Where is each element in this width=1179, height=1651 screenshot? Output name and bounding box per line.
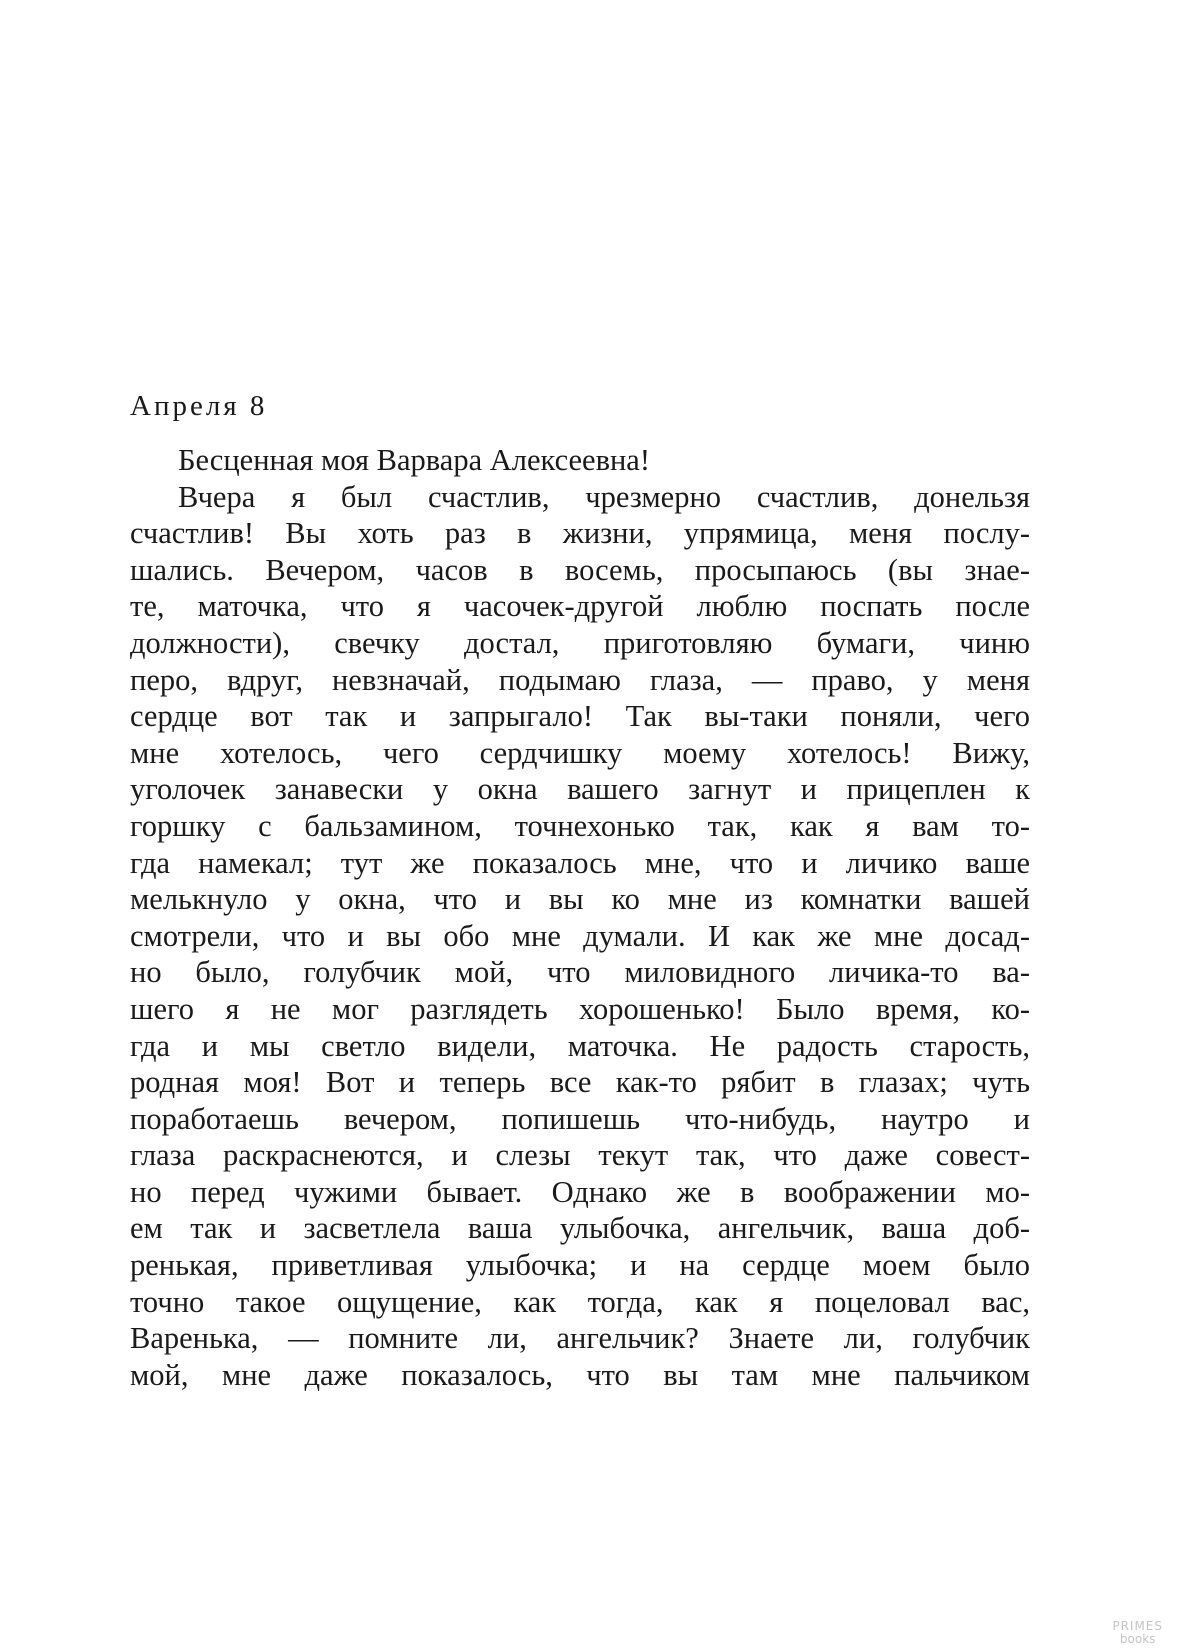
text-line: гда намекал; тут же показалось мне, что и личико ваше <box>130 845 1030 880</box>
text-line: Вчера я был счастлив, чрезмерно счастлив, донельзя <box>178 479 1030 514</box>
text-line: мне хотелось, чего сердчишку моему хотелось! Вижу, <box>130 735 1030 770</box>
watermark-primes-text: PRIMES <box>1112 1619 1163 1633</box>
letter-body <box>130 442 1030 1393</box>
text-line: глаза раскраснеются, и слезы текут так, что даже совест- <box>130 1138 1030 1173</box>
text-line: смотрели, что и вы обо мне думали. И как же мне досад- <box>130 918 1030 953</box>
text-line: поработаешь вечером, попишешь что-нибудь, наутро и <box>130 1101 1030 1136</box>
text-line: ренькая, приветливая улыбочка; и на сердце моем было <box>130 1248 1030 1283</box>
text-line: счастлив! Вы хоть раз в жизни, упрямица, меня послу- <box>130 516 1030 551</box>
text-line: мелькнуло у окна, что и вы ко мне из комнатки вашей <box>130 882 1030 917</box>
text-line: шались. Вечером, часов в восемь, просыпаюсь (вы знае- <box>130 552 1030 587</box>
text-line: перо, вдруг, невзначай, подымаю глаза, — право, у меня <box>130 662 1030 697</box>
publisher-watermark-logo <box>1112 1620 1163 1645</box>
text-line: ем так и засветлела ваша улыбочка, ангельчик, ваша доб- <box>130 1211 1030 1246</box>
text-line: те, маточка, что я часочек-другой люблю поспать после <box>130 589 1030 624</box>
text-line: Бесценная моя Варвара Алексеевна! <box>178 443 650 477</box>
letter-date-heading: Апреля 8 <box>130 390 268 422</box>
text-line: но перед чужими бывает. Однако же в воображении мо- <box>130 1174 1030 1209</box>
text-line: сердце вот так и запрыгало! Так вы-таки поняли, чего <box>130 699 1030 734</box>
text-line: точно такое ощущение, как тогда, как я поцеловал вас, <box>130 1284 1030 1319</box>
text-line: мой, мне даже показалось, что вы там мне пальчиком <box>130 1357 1030 1392</box>
text-line: уголочек занавески у окна вашего загнут и прицеплен к <box>130 772 1030 807</box>
text-line: шего я не мог разглядеть хорошенько! Было время, ко- <box>130 991 1030 1026</box>
text-line: должности), свечку достал, приготовляю бумаги, чиню <box>130 625 1030 660</box>
text-line: гда и мы светло видели, маточка. Не радость старость, <box>130 1028 1030 1063</box>
text-line: родная моя! Вот и теперь все как-то рябит в глазах; чуть <box>130 1065 1030 1100</box>
text-line: Варенька, — помните ли, ангельчик? Знаете ли, голубчик <box>130 1321 1030 1356</box>
text-line: но было, голубчик мой, что миловидного личика-то ва- <box>130 955 1030 990</box>
text-line: горшку с бальзамином, точнехонько так, как я вам то- <box>130 808 1030 843</box>
watermark-books-text: books <box>1119 1632 1156 1646</box>
